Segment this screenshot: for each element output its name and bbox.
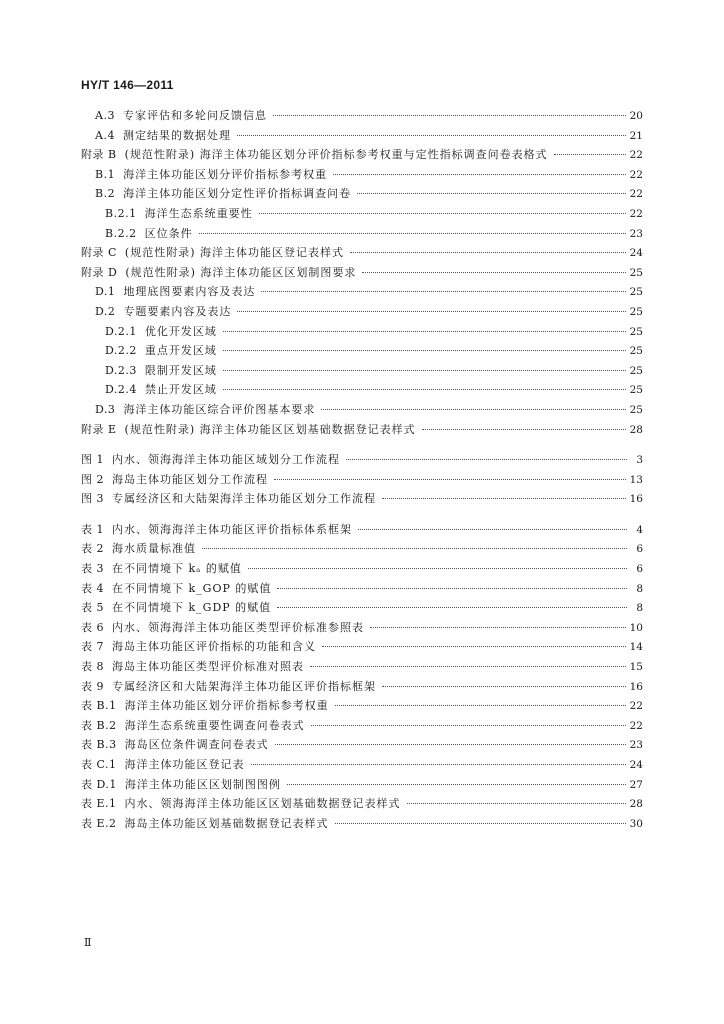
dot-leader [251,764,626,765]
toc-entry[interactable] [81,736,643,756]
dot-leader [223,331,626,332]
toc-entry-number: 附录 C [81,246,117,260]
toc-entry-title: 地理底图要素内容及表达 [123,285,256,299]
toc-entry-number: D.2 [95,304,116,318]
toc-entry-page-number: 25 [629,286,643,299]
dot-leader [382,686,626,687]
toc-entry-title: 内水、领海海洋主体功能区类型评价标准参照表 [112,620,364,634]
toc-entry-title: 海洋生态系统重要性调查问卷表式 [124,718,305,732]
toc-section [81,451,643,510]
toc-entry-title: 优化开发区域 [144,324,217,338]
toc-entry-page-number: 23 [629,739,643,752]
toc-entry[interactable] [81,490,643,510]
dot-leader [382,498,626,499]
dot-leader [333,174,626,175]
toc-entry[interactable] [81,127,643,147]
toc-entry-title: 海洋主体功能区划分评价指标参考权重 [124,699,329,713]
toc-entry-title: (规范性附录) 海洋主体功能区登记表样式 [124,246,345,260]
toc-entry-title: 海岛主体功能区评价指标的功能和含义 [112,640,316,654]
toc-entry-page-number: 24 [629,247,643,260]
toc-entry-page-number: 27 [629,778,643,791]
toc-entry-page-number: 20 [629,110,643,122]
toc-entry-title: 区位条件 [144,226,193,240]
toc-entry-number: 表 E.1 [81,797,117,811]
toc-entry-page-number: 28 [629,798,643,811]
toc-entry-title: 内水、领海海洋主体功能区域划分工作流程 [112,453,340,467]
page-folio: Ⅱ [84,936,92,949]
dot-leader [199,233,626,234]
toc-entry[interactable] [81,717,643,737]
toc-entry-title: 海洋主体功能区登记表 [124,758,245,771]
toc-entry-number: D.1 [95,285,116,299]
toc-entry-title: 海洋主体功能区区划制图图例 [124,777,281,791]
toc-entry-title: 专属经济区和大陆架海洋主体功能区划分工作流程 [112,492,376,506]
toc-entry-title: 在不同情境下 k_GDP 的赋值 [112,601,272,615]
toc-entry-number: B.1 [95,167,116,181]
toc-entry-page-number: 15 [629,661,643,674]
toc-section [81,521,643,835]
toc-entry[interactable] [81,451,643,471]
dot-leader [311,725,626,726]
dot-leader [358,529,627,530]
toc-entry-number: 表 9 [81,679,104,693]
toc-entry-number: 表 B.2 [81,718,117,732]
toc-entry-title: 专家评估和多轮问反馈信息 [122,109,267,122]
dot-leader [237,135,626,136]
toc-entry-number: B.2.1 [105,206,137,220]
toc-entry-number: D.2.2 [105,344,137,358]
toc-entry-page-number: 8 [636,582,643,595]
dot-leader [277,607,627,608]
toc-entry[interactable] [81,521,643,541]
toc-entry-number: 附录 B [81,148,117,162]
toc-entry-page-number: 22 [629,188,643,201]
toc-entry-page-number: 22 [629,700,643,713]
dot-leader [321,409,625,410]
toc-entry[interactable] [81,381,643,401]
dot-leader [407,803,626,804]
toc-entry[interactable] [81,697,643,717]
toc-entry-number: 表 E.2 [81,816,117,830]
dot-leader [237,311,625,312]
toc-entry-title: 海洋主体功能区综合评价图基本要求 [123,402,316,416]
toc-entry[interactable] [81,342,643,362]
dot-leader [422,429,626,430]
toc-entry-title: (规范性附录) 海洋主体功能区区划制图要求 [125,265,357,279]
section-gap [81,440,643,451]
toc-entry[interactable] [81,107,643,127]
toc-entry-title: 在不同情境下 k_GOP 的赋值 [112,581,272,595]
toc-entry[interactable] [81,323,643,343]
toc-entry[interactable] [81,540,643,560]
toc-entry-number: D.2.3 [105,363,137,377]
dot-leader [322,646,626,647]
toc-entry-number: 图 2 [81,472,104,486]
toc-entry-page-number: 16 [629,493,643,506]
toc-entry-title: 在不同情境下 kₐ 的赋值 [112,562,242,576]
toc-entry[interactable] [81,303,643,323]
toc-entry[interactable] [81,146,643,166]
toc-entry[interactable] [81,678,643,698]
toc-entry-page-number: 25 [629,305,643,318]
toc-entry-number: 表 C.1 [81,758,117,771]
dot-leader [261,291,625,292]
toc-entry-page-number: 28 [629,423,643,436]
toc-entry[interactable] [81,401,643,421]
toc-entry-page-number: 21 [629,129,643,142]
toc-entry[interactable] [81,362,643,382]
toc-entry[interactable] [81,756,643,776]
toc-entry[interactable] [81,599,643,619]
toc-entry-page-number: 23 [629,227,643,240]
toc-entry-title: 限制开发区域 [144,363,217,377]
toc-entry-page-number: 30 [629,817,643,830]
toc-entry-number: 表 8 [81,660,104,674]
toc-entry-page-number: 25 [629,325,643,338]
toc-entry-title: (规范性附录) 海洋主体功能区划分评价指标参考权重与定性指标调查问卷表格式 [124,148,548,162]
toc-entry-number: D.2.4 [105,383,137,397]
toc-entry-number: 表 3 [81,562,104,576]
dot-leader [248,568,627,569]
toc-entry-page-number: 25 [629,266,643,279]
dot-leader [223,389,626,390]
toc-entry-number: 表 5 [81,601,104,615]
section-gap [81,510,643,521]
dot-leader [273,115,626,116]
toc-entry-number: 图 3 [81,492,104,506]
toc-entry-page-number: 8 [636,602,643,615]
toc-entry-number: 附录 D [81,265,118,279]
toc-entry-title: 海水质量标准值 [112,542,196,556]
toc-section [81,107,643,440]
dot-leader [370,627,626,628]
toc-entry-number: 表 4 [81,581,104,595]
toc-entry-page-number: 6 [636,563,643,576]
toc-entry-page-number: 24 [629,759,643,771]
toc-entry[interactable] [81,619,643,639]
toc-entry-number: 附录 E [81,422,117,436]
toc-entry-title: 测定结果的数据处理 [122,128,231,142]
toc-entry[interactable] [81,185,643,205]
toc-entry-page-number: 4 [636,523,643,536]
dot-leader [202,548,627,549]
dot-leader [362,272,625,273]
toc-entry-number: 表 6 [81,620,104,634]
toc-entry-title: 重点开发区域 [144,344,217,358]
toc-entry-title: 专属经济区和大陆架海洋主体功能区评价指标框架 [112,679,376,693]
toc-entry-page-number: 22 [629,719,643,732]
toc-entry-page-number: 25 [629,384,643,397]
toc-entry[interactable] [81,580,643,600]
dot-leader [350,252,626,253]
dot-leader [274,479,626,480]
toc-entry[interactable] [81,471,643,491]
dot-leader [223,370,626,371]
toc-entry-number: A.4 [95,128,115,142]
dot-leader [554,154,626,155]
dot-leader [223,350,626,351]
toc-entry-page-number: 10 [629,621,643,634]
toc-entry-page-number: 22 [629,207,643,220]
toc-entry-title: 内水、领海海洋主体功能区评价指标体系框架 [112,522,352,536]
toc-entry[interactable] [81,638,643,658]
toc-entry-number: D.3 [95,402,116,416]
toc-entry-title: 禁止开发区域 [144,383,217,397]
toc-entry-number: 表 B.3 [81,738,117,752]
toc-entry[interactable] [81,795,643,815]
toc-entry[interactable] [81,166,643,186]
toc-entry-title: 海洋主体功能区划分定性评价指标调查问卷 [123,187,352,201]
toc-entry-number: 表 1 [81,522,104,536]
toc-entry-title: (规范性附录) 海洋主体功能区区划基础数据登记表样式 [124,422,416,436]
dot-leader [310,666,626,667]
toc-entry-page-number: 22 [629,168,643,181]
toc-entry-page-number: 25 [629,364,643,377]
toc-entry-number: A.3 [95,109,115,122]
toc-entry[interactable] [81,244,643,264]
toc-entry[interactable] [81,421,643,441]
toc-entry-number: 表 7 [81,640,104,654]
toc-entry-title: 海岛主体功能区划分工作流程 [112,472,268,486]
toc-entry[interactable] [81,264,643,284]
toc-entry-page-number: 6 [636,543,643,556]
dot-leader [335,823,626,824]
toc-entry-page-number: 13 [629,473,643,486]
toc-entry-number: B.2.2 [105,226,137,240]
toc-entry[interactable] [81,560,643,580]
toc-entry-page-number: 25 [629,403,643,416]
toc-entry-title: 内水、领海海洋主体功能区区划基础数据登记表样式 [124,797,401,811]
table-of-contents [81,107,643,834]
toc-entry-page-number: 14 [629,641,643,654]
toc-entry[interactable] [81,205,643,225]
toc-entry-number: B.2 [95,187,116,201]
toc-entry-number: 表 2 [81,542,104,556]
toc-entry-title: 海岛区位条件调查问卷表式 [124,738,269,752]
toc-entry-page-number: 22 [629,149,643,162]
dot-leader [335,705,626,706]
toc-entry-title: 海洋主体功能区划分评价指标参考权重 [123,167,328,181]
toc-entry-title: 专题要素内容及表达 [123,304,232,318]
dot-leader [277,588,627,589]
standard-code-header: HY/T 146—2011 [81,78,174,92]
toc-entry[interactable] [81,283,643,303]
toc-entry-page-number: 16 [629,680,643,693]
toc-entry-number: 图 1 [81,453,104,467]
dot-leader [346,459,627,460]
dot-leader [275,744,626,745]
toc-entry[interactable] [81,776,643,796]
dot-leader [357,193,626,194]
toc-entry-page-number: 3 [636,454,643,467]
toc-entry-title: 海岛主体功能区划基础数据登记表样式 [124,816,329,830]
toc-entry[interactable] [81,815,643,835]
toc-entry-page-number: 25 [629,345,643,358]
toc-entry-number: D.2.1 [105,324,137,338]
toc-entry[interactable] [81,225,643,245]
dot-leader [259,213,626,214]
dot-leader [287,784,626,785]
toc-entry-title: 海洋生态系统重要性 [144,206,253,220]
toc-entry-number: 表 D.1 [81,777,117,791]
toc-entry-number: 表 B.1 [81,699,117,713]
toc-entry-title: 海岛主体功能区类型评价标准对照表 [112,660,304,674]
toc-entry[interactable] [81,658,643,678]
